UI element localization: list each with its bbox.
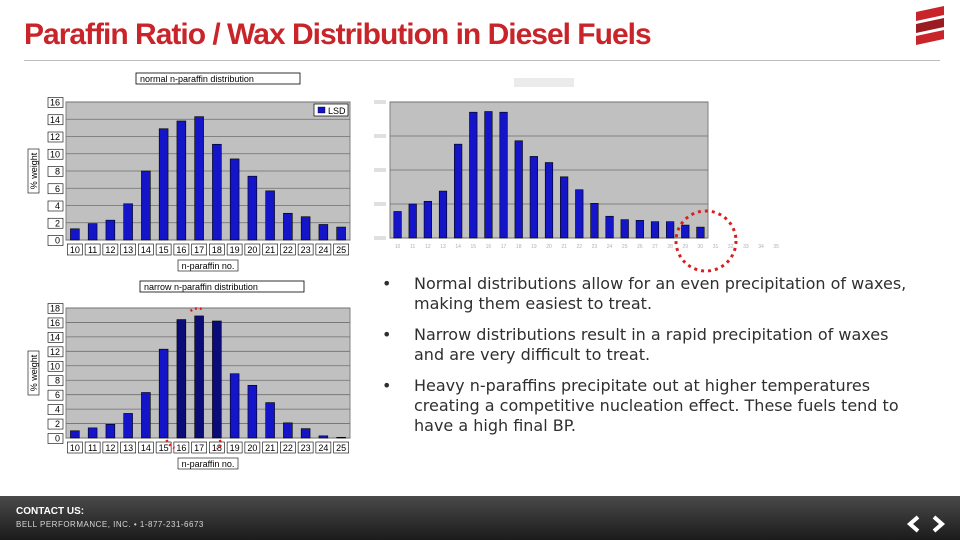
x-tick-label: 15 [158,443,169,453]
x-tick-label: 14 [455,244,461,250]
x-tick-label: 13 [440,244,446,250]
bar [470,112,478,238]
x-tick-label: 17 [194,245,205,255]
x-tick-label: 30 [697,244,704,250]
y-tick-label: 4 [54,404,60,415]
bar [515,141,523,238]
x-tick-label: 13 [123,443,134,453]
y-tick-label: 2 [54,218,60,229]
y-axis-title-group [28,149,39,193]
x-tick-label: 22 [282,443,293,453]
bar [500,112,508,238]
bar [195,316,204,438]
bullet-text: Normal distributions allow for an even precipitation of waxes, making them easiest to treat. [414,274,907,313]
bar [454,144,462,238]
x-tick-label: 12 [425,244,431,250]
bar [212,321,221,438]
bar [248,385,257,438]
footer-bar [0,496,960,540]
x-tick-label: 33 [743,244,749,250]
y-tick-label: 2 [54,419,60,430]
x-tick-label: 25 [336,245,347,255]
chart-title: normal n-paraffin distribution [140,74,254,84]
bar [682,225,690,238]
x-tick-label: 25 [621,244,628,250]
bar [106,424,115,438]
bar [485,112,493,238]
bar [283,213,292,240]
slide-title: Paraffin Ratio / Wax Distribution in Diesel Fuels [24,18,651,51]
y-tick-label: 14 [49,332,60,343]
faded-y-tick [374,168,386,172]
bar [409,204,417,238]
bar [159,349,168,438]
bar [124,413,133,438]
x-tick-label: 24 [606,244,613,250]
legend-swatch [318,107,325,113]
y-tick-label: 14 [49,114,60,125]
bullet-dot: • [382,376,392,395]
bar [159,129,168,240]
bell-performance-logo [914,6,946,46]
x-tick-label: 16 [485,244,492,250]
x-tick-label: 19 [229,245,240,255]
x-tick-label: 20 [247,443,258,453]
x-tick-label: 19 [229,443,240,453]
x-tick-label: 21 [265,443,276,453]
bar [70,229,79,240]
x-tick-label: 11 [87,443,98,453]
x-tick-label: 31 [712,244,719,250]
x-tick-label: 32 [727,244,734,250]
x-tick-label: 22 [282,245,293,255]
bar [319,224,328,240]
bar [106,220,115,240]
bar [337,227,346,240]
y-tick-label: 8 [54,375,60,386]
x-tick-label: 21 [561,244,567,250]
x-tick-label: 15 [158,245,169,255]
faded-y-tick [374,202,386,206]
bar [266,191,275,240]
x-tick-label: 23 [300,245,311,255]
normal-distribution-chart [30,72,362,278]
x-tick-label: 27 [652,244,658,250]
x-tick-label: 22 [576,244,583,250]
x-tick-label: 12 [105,245,116,255]
x-tick-label: 21 [265,245,276,255]
x-tick-label: 20 [247,245,258,255]
x-tick-label: 10 [394,244,401,250]
x-tick-label: 23 [591,244,598,250]
x-tick-label: 17 [194,443,205,453]
bar [141,171,150,240]
x-tick-label: 29 [682,244,689,250]
x-tick-label: 24 [318,443,329,453]
x-tick-label: 13 [123,245,134,255]
x-tick-label: 18 [515,244,522,250]
chevron-right-icon[interactable] [928,514,948,534]
x-tick-label: 16 [176,245,187,255]
bar [636,220,644,238]
y-tick-label: 12 [49,346,60,357]
x-tick-label: 18 [211,443,222,453]
x-tick-label: 26 [637,244,643,250]
wide-distribution-chart [368,74,779,274]
bar [651,222,659,238]
narrow-distribution-chart [30,280,362,468]
y-tick-label: 6 [54,183,60,194]
bar [212,144,221,240]
x-tick-label: 11 [410,244,416,250]
bar [230,159,239,240]
legend-label: LSD [328,106,346,116]
bullet-text: Narrow distributions result in a rapid precipitation of waxes and are very difficult to treat. [414,325,889,364]
bar [301,217,310,240]
x-tick-label: 28 [667,244,673,250]
y-tick-label: 16 [49,317,60,328]
bar [124,204,133,240]
bar [697,227,705,238]
bar [248,176,257,240]
bar [394,211,402,238]
bar [591,203,599,238]
bullet-item [378,274,918,314]
bar [70,431,79,438]
plot-area [66,308,350,438]
x-tick-label: 20 [546,244,552,250]
chevron-left-icon[interactable] [904,514,924,534]
x-tick-label: 19 [531,244,537,250]
bar [560,177,568,238]
bar [230,374,239,438]
y-tick-label: 10 [49,361,60,372]
bar [545,163,553,238]
x-tick-label: 10 [69,245,80,255]
y-tick-label: 0 [54,433,60,444]
title-divider [24,60,940,61]
bar [88,428,97,438]
faded-y-tick [374,134,386,138]
x-tick-label: 24 [318,245,329,255]
bar [177,121,186,240]
x-tick-label: 23 [300,443,311,453]
contact-label: CONTACT US: [16,506,85,517]
bar [439,191,447,238]
bar [266,403,275,438]
bar [621,220,629,238]
bullet-list [378,274,918,447]
faded-y-tick [374,236,386,240]
bullet-item [378,376,918,436]
bar [319,436,328,438]
y-axis-title: % weight [29,152,39,190]
x-tick-label: 17 [500,244,507,250]
x-tick-label: 14 [140,443,151,453]
y-tick-label: 4 [54,201,60,211]
y-axis-title: % weight [29,354,39,392]
x-tick-label: 16 [176,443,187,453]
bar [141,393,150,439]
x-tick-label: 10 [69,443,80,453]
x-tick-label: 11 [87,245,98,255]
x-tick-label: 25 [336,443,347,453]
bar [530,156,538,238]
chart-title: narrow n-paraffin distribution [144,282,258,292]
y-tick-label: 18 [49,303,60,314]
x-tick-label: 14 [140,245,151,255]
bar [301,429,310,438]
x-tick-label: 15 [470,244,477,250]
bar [177,320,186,438]
bar [337,437,346,438]
faded-y-tick [374,100,386,104]
bullet-dot: • [382,325,392,344]
y-tick-label: 16 [49,97,60,108]
y-tick-label: 10 [49,149,60,160]
x-tick-label: 12 [105,443,116,453]
y-tick-label: 12 [49,132,60,142]
y-tick-label: 0 [54,235,60,246]
x-tick-label: 34 [758,244,764,250]
x-axis-title: n-paraffin no. [181,261,235,271]
bar [666,222,674,238]
bar [195,117,204,240]
bar [576,190,584,238]
bullet-item [378,325,918,365]
bar [88,224,97,240]
y-tick-label: 6 [54,390,60,401]
y-tick-label: 8 [54,166,60,177]
bar [424,201,432,238]
bar [283,423,292,438]
bar [606,216,614,238]
bullet-dot: • [382,274,392,293]
faded-chart-title [514,78,574,87]
x-tick-label: 35 [773,244,779,250]
x-tick-label: 18 [211,245,222,255]
y-axis-title-group [28,351,39,395]
company-info: BELL PERFORMANCE, INC. • 1-877-231-6673 [16,520,204,529]
x-axis-title: n-paraffin no. [181,459,235,469]
bullet-text: Heavy n-paraffins precipitate out at higher temperatures creating a competitive nucleation effect. These fuels tend to have a high final BP. [414,376,899,435]
